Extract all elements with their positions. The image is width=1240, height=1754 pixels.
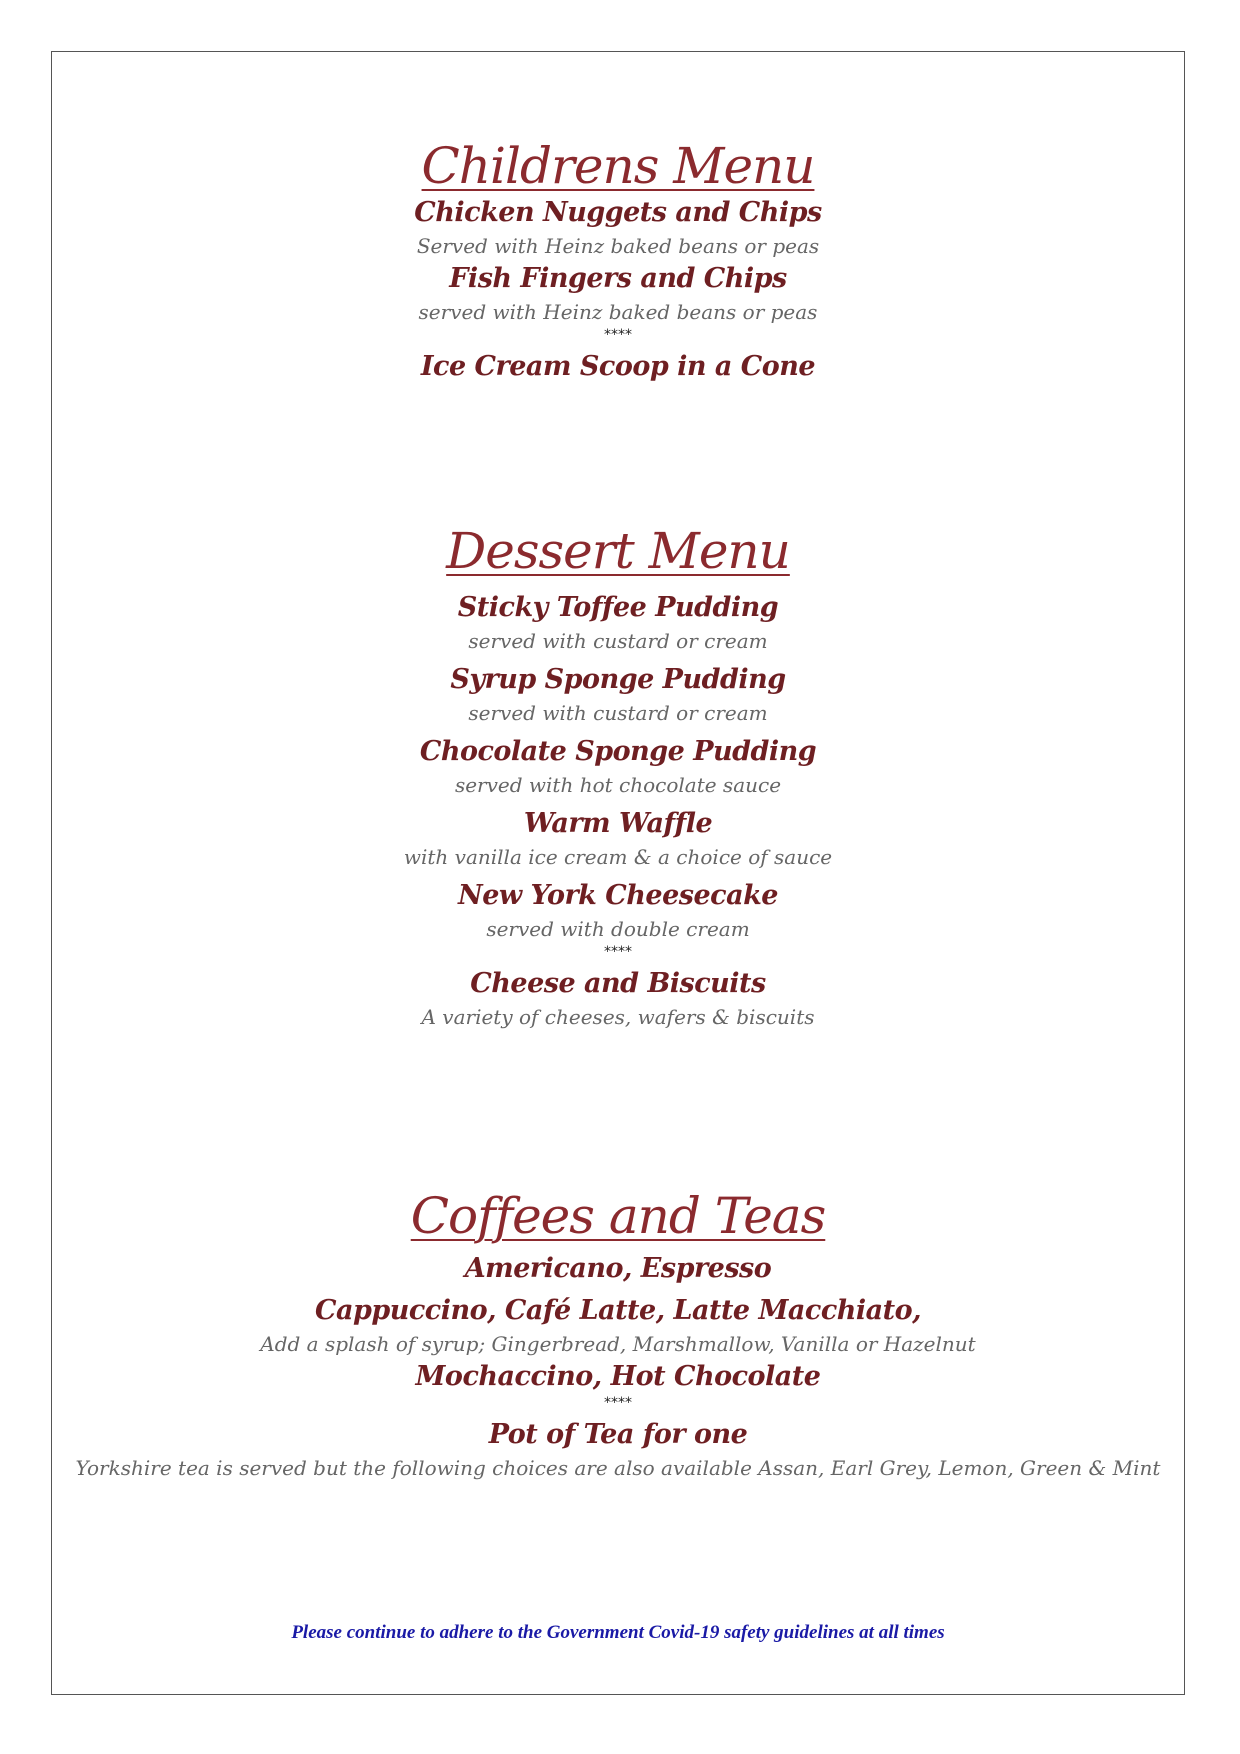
menu-item-name: Chicken Nuggets and Chips — [414, 197, 822, 228]
menu-item-description: Served with Heinz baked beans or peas — [416, 234, 820, 258]
menu-item-description: served with hot chocolate sauce — [454, 773, 782, 797]
menu-item-name: Ice Cream Scoop in a Cone — [420, 351, 816, 382]
menu-item-name: Mochaccino, Hot Chocolate — [415, 1361, 821, 1392]
menu-item-description: with vanilla ice cream & a choice of sauce — [403, 845, 833, 869]
covid-notice: Please continue to adhere to the Government Covid-19 safety guidelines at all times — [291, 1622, 945, 1643]
menu-item-name: Pot of Tea for one — [488, 1419, 748, 1450]
coffees-teas-title: Coffees and Teas — [410, 1187, 826, 1245]
childrens-menu-title: Childrens Menu — [421, 137, 815, 195]
menu-item-name: New York Cheesecake — [458, 880, 778, 911]
menu-item-description: served with double cream — [486, 917, 750, 941]
menu-item-name: Warm Waffle — [523, 808, 713, 839]
dessert-menu-title: Dessert Menu — [446, 522, 790, 580]
dessert-menu-section — [52, 522, 1184, 1032]
coffees-teas-section — [52, 1187, 1184, 1483]
menu-item-description: Add a splash of syrup; Gingerbread, Marshmallow, Vanilla or Hazelnut — [260, 1332, 976, 1356]
menu-item-description: A variety of cheeses, wafers & biscuits — [421, 1005, 815, 1029]
menu-item-description: served with custard or cream — [468, 701, 768, 725]
menu-item-name: Cappuccino, Café Latte, Latte Macchiato, — [314, 1295, 922, 1326]
menu-item-description: served with Heinz baked beans or peas — [418, 300, 818, 324]
menu-item-name: Americano, Espresso — [464, 1253, 772, 1284]
menu-item-name: Cheese and Biscuits — [470, 968, 766, 999]
separator: **** — [604, 944, 632, 960]
menu-item-description: served with custard or cream — [468, 629, 768, 653]
separator: **** — [604, 327, 632, 343]
menu-item-name: Fish Fingers and Chips — [449, 263, 787, 294]
menu-item-description: Yorkshire tea is served but the following choices are also available Assan, Earl Grey, Lemon, Green & Mint — [75, 1456, 1161, 1480]
menu-item-name: Syrup Sponge Pudding — [450, 664, 786, 695]
menu-item-name: Sticky Toffee Pudding — [457, 592, 779, 623]
menu-page — [51, 51, 1185, 1695]
separator: **** — [604, 1395, 632, 1411]
childrens-menu-section — [52, 137, 1184, 385]
menu-item-name: Chocolate Sponge Pudding — [419, 736, 817, 767]
